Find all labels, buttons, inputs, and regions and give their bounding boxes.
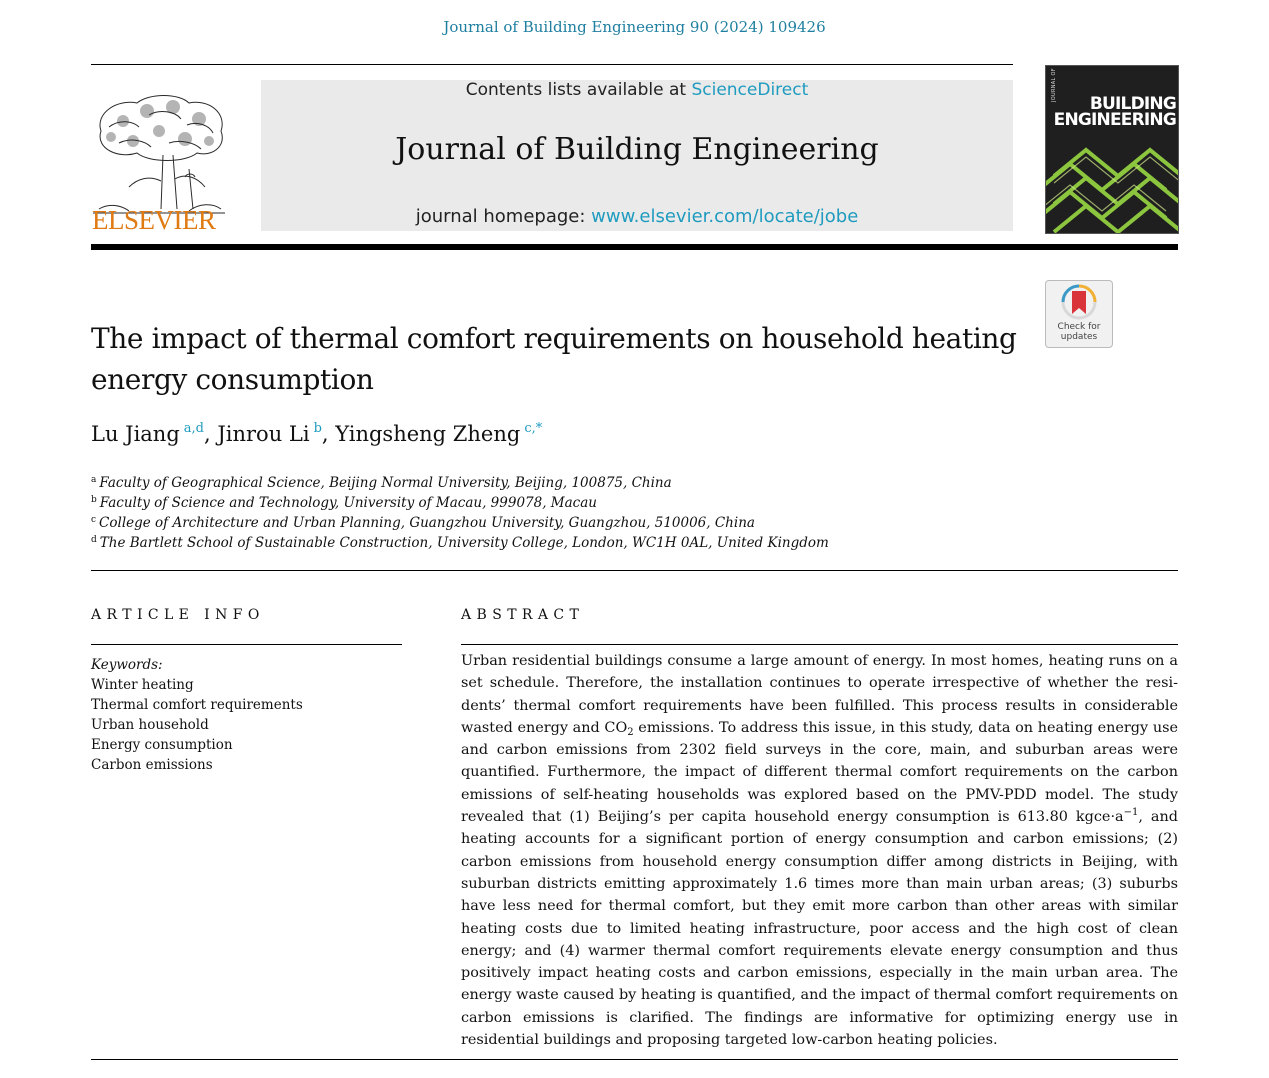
keyword-item: Energy consumption <box>91 737 233 753</box>
keywords-block <box>91 655 303 775</box>
sciencedirect-link[interactable]: ScienceDirect <box>691 80 809 100</box>
journal-homepage-link[interactable]: www.elsevier.com/locate/jobe <box>591 206 859 227</box>
abstract-body <box>461 650 1178 1051</box>
affiliation-text: College of Architecture and Urban Planning, Guangzhou University, Guangzhou, 510006, China <box>99 515 755 531</box>
author-affiliation-marks[interactable]: a,d <box>183 421 204 436</box>
keyword-item: Urban household <box>91 717 209 733</box>
co2-subscript: 2 <box>627 726 634 738</box>
author-affiliation-marks[interactable]: c,* <box>524 421 543 436</box>
abstract-heading: ABSTRACT <box>461 607 585 623</box>
cover-small-text: JOURNAL OF <box>1051 68 1057 102</box>
author-name[interactable]: Yingsheng Zheng <box>335 422 521 446</box>
affiliation-mark: b <box>91 495 97 505</box>
check-for-updates-button[interactable] <box>1045 280 1113 348</box>
bottom-rule <box>91 1059 1178 1060</box>
article-info-heading: ARTICLE INFO <box>91 607 265 623</box>
author-separator: , <box>321 422 336 446</box>
check-label-line1: Check for <box>1057 322 1101 332</box>
affiliation-mark: d <box>91 535 97 545</box>
running-head[interactable]: Journal of Building Engineering 90 (2024) 109426 <box>443 18 826 36</box>
affiliation-text: Faculty of Geographical Science, Beijing Normal University, Beijing, 100875, China <box>99 475 672 491</box>
affiliation-item <box>91 510 829 530</box>
header-thick-rule <box>91 244 1178 250</box>
abstract-rule <box>461 644 1178 645</box>
keywords-label: Keywords: <box>91 657 163 673</box>
author-list <box>91 421 542 446</box>
keyword-item: Carbon emissions <box>91 757 213 773</box>
affiliation-text: The Bartlett School of Sustainable Construction, University College, London, WC1H 0AL, United Kingdom <box>99 535 829 551</box>
affiliation-mark: c <box>91 515 97 525</box>
abstract-text-part2: emissions. To address this issue, in this study, data on heating energy use and carbon emissions from 2302 field surveys in the core, main, and suburban areas were quantified. Furthermore, the impact of different thermal comfort requirements on the carbon emissions of self-heating households was explored based on the PMV-PDD model. The study revealed that (1) Beijing’s per capita household energy consumption is 613.80 kgce·a <box>461 719 1178 826</box>
cover-chevron-art-icon <box>1046 136 1178 233</box>
homepage-line <box>261 206 1013 227</box>
section-rule <box>91 570 1178 571</box>
author-separator: , <box>204 422 218 446</box>
keyword-item: Thermal comfort requirements <box>91 697 303 713</box>
affiliation-item <box>91 470 829 490</box>
journal-cover-image[interactable] <box>1045 65 1179 234</box>
check-label-line2: updates <box>1060 332 1098 342</box>
affiliation-item <box>91 490 829 510</box>
title-line2: energy consumption <box>91 363 374 396</box>
article-title <box>91 318 1031 400</box>
keyword-item: Winter heating <box>91 677 194 693</box>
contents-line <box>261 80 1013 100</box>
cover-title-line2: ENGINEERING <box>1053 110 1176 130</box>
cover-title-line1: BUILDING <box>1089 94 1176 114</box>
top-rule <box>91 64 1013 65</box>
elsevier-wordmark: ELSEVIER <box>92 205 216 235</box>
check-for-updates-label <box>1046 322 1112 342</box>
affiliation-item <box>91 530 829 550</box>
author-name[interactable]: Lu Jiang <box>91 422 180 446</box>
unit-superscript: −1 <box>1123 807 1139 819</box>
title-line1: The impact of thermal comfort requirements on household heating <box>91 322 1017 355</box>
contents-prefix: Contents lists available at <box>465 80 687 100</box>
cover-title <box>1052 96 1176 128</box>
journal-name: Journal of Building Engineering <box>395 132 879 167</box>
abstract-text-part3: , and heating accounts for a significant portion of energy consumption and carbon emissions; (2) carbon emissions from household energy consumption differ among districts in Beijing, with suburban districts emitting approximately 1.6 times more than main urban areas; (3) suburbs have less need for thermal comfort, but they emit more carbon than other areas with similar heating costs due to limited heating infrastructure, poor access and the high cost of clean energy; and (4) warmer thermal comfort requirements elevate energy consumption and thus positively impact heating costs and carbon emissions, especially in the main urban area. The energy waste caused by heating is quantified, and the impact of thermal comfort requirements on carbon emissions is clarified. The findings are informative for optimizing energy use in residential buildings and proposing targeted low-carbon heating policies. <box>461 809 1178 1049</box>
abstract-text-part1: Urban residential buildings consume a large amount of energy. In most homes, heating runs on a set schedule. Therefore, the installation continues to operate irrespective of whether the residents’ thermal comfort requirements have been fulfilled. This process results in considerable wasted energy and CO <box>461 653 1178 736</box>
author-affiliation-marks[interactable]: b <box>313 421 322 436</box>
affiliation-mark: a <box>91 475 97 485</box>
affiliation-list <box>91 470 829 550</box>
affiliation-text: Faculty of Science and Technology, University of Macau, 999078, Macau <box>99 495 597 511</box>
abstract-paragraph <box>461 650 1178 1051</box>
author-name[interactable]: Jinrou Li <box>217 422 310 446</box>
journal-masthead <box>261 80 1013 231</box>
bookmark-ribbon-icon <box>1046 281 1112 323</box>
article-info-rule <box>91 644 402 645</box>
homepage-prefix: journal homepage: <box>415 206 586 227</box>
